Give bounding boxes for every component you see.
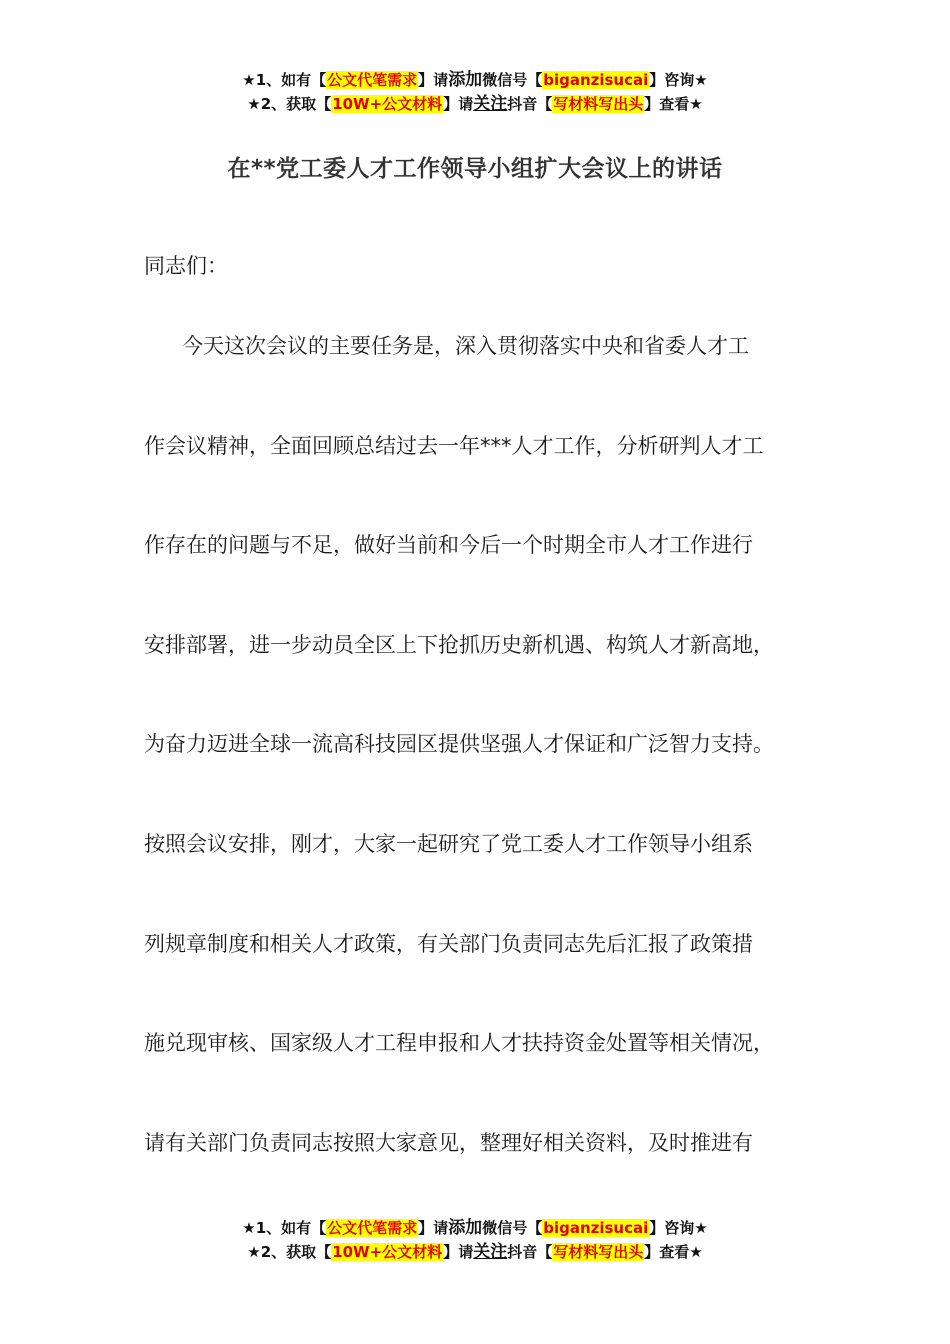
banner-text: 】咨询★ bbox=[649, 71, 708, 89]
banner-emphasis: 关注 bbox=[473, 94, 508, 114]
highlight-materials: 10W+公文材料 bbox=[332, 95, 443, 113]
banner-text: 】咨询★ bbox=[649, 1219, 708, 1237]
highlight-douyin-account: 写材料写出头 bbox=[553, 1243, 644, 1261]
bottom-banner-line-2 bbox=[0, 1240, 950, 1264]
banner-text: 微信号【 bbox=[482, 1219, 543, 1237]
document-title: 在**党工委人才工作领导小组扩大会议上的讲话 bbox=[227, 156, 723, 182]
banner-text: 】请 bbox=[418, 71, 449, 89]
top-banner-line-1 bbox=[0, 68, 950, 92]
banner-text: ★2、获取【 bbox=[247, 1243, 332, 1261]
banner-text: 】请 bbox=[443, 1243, 474, 1261]
banner-text: ★1、如有【 bbox=[242, 71, 327, 89]
banner-text: ★2、获取【 bbox=[247, 95, 332, 113]
highlight-service: 公文代笔需求 bbox=[327, 71, 418, 89]
highlight-wechat-id: biganzisucai bbox=[543, 71, 649, 89]
banner-emphasis: 添加 bbox=[448, 1218, 483, 1238]
salutation: 同志们： bbox=[144, 254, 228, 278]
document-body bbox=[144, 330, 824, 1226]
banner-emphasis: 添加 bbox=[448, 70, 483, 90]
body-line: 作存在的问题与不足，做好当前和今后一个时期全市人才工作进行 bbox=[144, 533, 753, 558]
top-banner-line-2 bbox=[0, 92, 950, 116]
body-line: 安排部署，进一步动员全区上下抢抓历史新机遇、构筑人才新高地， bbox=[144, 632, 774, 657]
body-line: 施兑现审核、国家级人才工程申报和人才扶持资金处置等相关情况， bbox=[144, 1031, 774, 1056]
banner-text: 微信号【 bbox=[482, 71, 543, 89]
body-line: 请有关部门负责同志按照大家意见，整理好相关资料，及时推进有 bbox=[144, 1130, 753, 1155]
bottom-banner-line-1 bbox=[0, 1216, 950, 1240]
banner-text: 抖音【 bbox=[507, 1243, 553, 1261]
banner-text: ★1、如有【 bbox=[242, 1219, 327, 1237]
highlight-materials: 10W+公文材料 bbox=[332, 1243, 443, 1261]
highlight-wechat-id: biganzisucai bbox=[543, 1219, 649, 1237]
body-line: 列规章制度和相关人才政策，有关部门负责同志先后汇报了政策措 bbox=[144, 931, 753, 956]
highlight-service: 公文代笔需求 bbox=[327, 1219, 418, 1237]
banner-text: 】查看★ bbox=[644, 1243, 703, 1261]
banner-text: 】请 bbox=[418, 1219, 449, 1237]
body-line: 为奋力迈进全球一流高科技园区提供坚强人才保证和广泛智力支持。 bbox=[144, 732, 774, 757]
banner-text: 】请 bbox=[443, 95, 474, 113]
highlight-douyin-account: 写材料写出头 bbox=[553, 95, 644, 113]
banner-emphasis: 关注 bbox=[473, 1242, 508, 1262]
top-banner bbox=[0, 68, 950, 116]
banner-text: 抖音【 bbox=[507, 95, 553, 113]
body-line: 作会议精神，全面回顾总结过去一年***人才工作，分析研判人才工 bbox=[144, 433, 764, 458]
bottom-banner bbox=[0, 1216, 950, 1264]
body-line: 按照会议安排，刚才，大家一起研究了党工委人才工作领导小组系 bbox=[144, 831, 753, 856]
body-line: 今天这次会议的主要任务是，深入贯彻落实中央和省委人才工 bbox=[182, 334, 749, 358]
banner-text: 】查看★ bbox=[644, 95, 703, 113]
